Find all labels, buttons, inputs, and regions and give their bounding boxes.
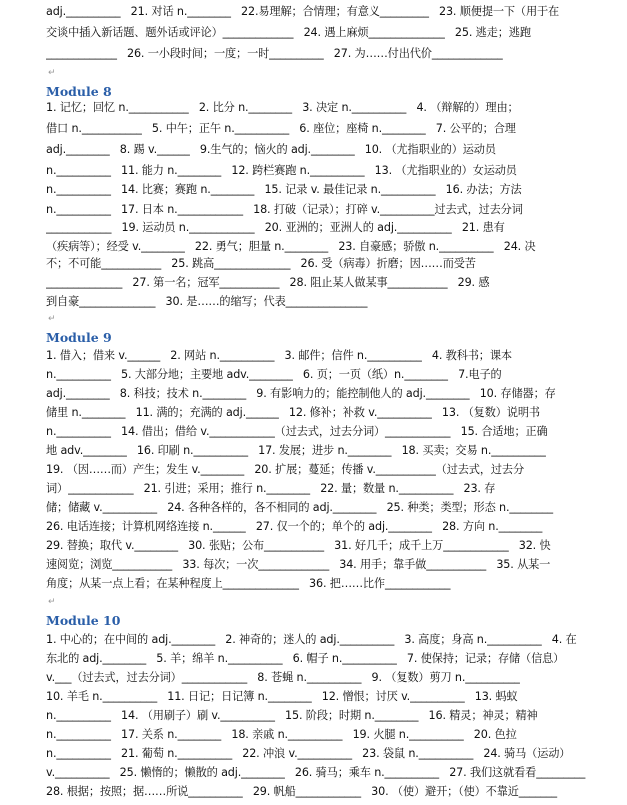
- worksheet-line: 储；储藏 v.__________ 24. 各种各样的，各不相同的 adj.________ 25. 种类；类型；形态 n.________: [46, 501, 553, 514]
- worksheet-line: （疾病等）；经受 v.________ 22. 勇气；胆量 n.________ 23. 自豪感；骄傲 n.__________ 24. 决: [46, 240, 536, 253]
- worksheet-line: n.__________ 14. （用刷子）刷 v.__________ 15. 阶段；时期 n.________ 16. 精灵；神灵；精神: [46, 709, 538, 722]
- module-9-heading: Module 9: [46, 330, 112, 345]
- worksheet-line: n.__________ 17. 关系 n.________ 18. 亲戚 n.__________ 19. 火腿 n.__________ 20. 色拉: [46, 728, 517, 741]
- worksheet-line: 东北的 adj.________ 5. 羊；绵羊 n.__________ 6. 帽子 n.__________ 7. 使保持；记录；存储（信息）: [46, 652, 565, 665]
- worksheet-line: v.___（过去式，过去分词）____________ 8. 苍蝇 n.__________ 9. （复数）剪刀 n.__________: [46, 671, 520, 684]
- module-10-heading: Module 10: [46, 613, 121, 628]
- worksheet-line: 1. 中心的；在中间的 adj.________ 2. 神奇的；迷人的 adj.__________ 3. 高度；身高 n.__________ 4. 在: [46, 633, 577, 646]
- worksheet-line: 地 adv.________ 16. 印刷 n.__________ 17. 发展；进步 n.________ 18. 买卖；交易 n.__________: [46, 444, 546, 457]
- worksheet-line: 不；不可能___________ 25. 跳高______________ 26. 受（病毒）折磨；因……而受苦: [46, 257, 476, 270]
- worksheet-line: n.__________ 14. 比赛；赛跑 n.________ 15. 记录 v. 最佳记录 n.__________ 16. 办法；方法: [46, 183, 522, 196]
- module-8-heading: Module 8: [46, 84, 112, 99]
- worksheet-line: v.__________ 25. 懒惰的；懒散的 adj.________ 26. 骑马；乘车 n.__________ 27. 我们这就看看_________: [46, 766, 586, 779]
- worksheet-line: adj.________ 8. 科技；技术 n.________ 9. 有影响力的；能控制他人的 adj.________ 10. 存储器；存: [46, 387, 556, 400]
- worksheet-line: 词）____________ 21. 引进；采用；推行 n.________ 22. 量；数量 n.__________ 23. 存: [46, 482, 496, 495]
- paragraph-mark-icon: ↵: [48, 68, 56, 78]
- worksheet-line: 储里 n.________ 11. 满的；充满的 adj.______ 12. 修补；补救 v.__________ 13. （复数）说明书: [46, 406, 540, 419]
- worksheet-line: ______________ 27. 第一名；冠军___________ 28. 阻止某人做某事___________ 29. 感: [46, 276, 490, 289]
- paragraph-mark-icon: ↵: [48, 314, 56, 324]
- worksheet-line: 1. 记忆；回忆 n.___________ 2. 比分 n.________ 3. 决定 n.__________ 4. （辩解的）理由；: [46, 101, 519, 114]
- worksheet-line: 1. 借入；借来 v.______ 2. 网站 n.__________ 3. 邮件；信件 n.__________ 4. 教科书；课本: [46, 349, 512, 362]
- paragraph-mark-icon: ↵: [48, 597, 56, 607]
- worksheet-line: n.__________ 17. 日本 n.____________ 18. 打破（记录）；打碎 v.__________过去式，过去分词: [46, 203, 523, 216]
- worksheet-line: 28. 根据；按照；据……所说__________ 29. 帆船____________ 30. （使）避开；（使）不靠近_______: [46, 785, 557, 798]
- worksheet-line: adj.________ 8. 踢 v.______ 9.生气的；恼火的 adj.________ 10. （尤指职业的）运动员: [46, 143, 496, 156]
- worksheet-line: 19. （因……而）产生；发生 v.________ 20. 扩展；蔓延；传播 v.___________（过去式，过去分: [46, 463, 524, 476]
- worksheet-line: 29. 替换；取代 v.________ 30. 张贴；公布___________ 31. 好几千；成千上万____________ 32. 快: [46, 539, 551, 552]
- worksheet-line: 交谈中插入新话题、题外话或评论）_____________ 24. 遇上麻烦______________ 25. 逃走；逃跑: [46, 26, 531, 39]
- worksheet-line: n.__________ 11. 能力 n.________ 12. 跨栏赛跑 n.__________ 13. （尤指职业的）女运动员: [46, 164, 517, 177]
- worksheet-line: 10. 羊毛 n.__________ 11. 日记；日记簿 n.________ 12. 憎恨；讨厌 v.__________ 13. 蚂蚁: [46, 690, 518, 703]
- worksheet-line: 26. 电话连接；计算机网络连接 n.______ 27. 仅一个的；单个的 adj.________ 28. 方向 n.________: [46, 520, 543, 533]
- worksheet-line: adj.__________ 21. 对话 n.________ 22.易理解；合情理；有意义_________ 23. 顺便提一下（用于在: [46, 5, 560, 18]
- worksheet-line: 到自豪______________ 30. 是……的缩写；代表_______________: [46, 295, 368, 308]
- worksheet-line: n.__________ 21. 葡萄 n.__________ 22. 冲浪 v.__________ 23. 袋鼠 n.__________ 24. 骑马（运动）: [46, 747, 571, 760]
- worksheet-line: 速阅览；浏览___________ 33. 每次；一次_____________ 34. 用手；靠手做___________ 35. 从某一: [46, 558, 551, 571]
- worksheet-line: 借口 n.___________ 5. 中午；正午 n.__________ 6. 座位；座椅 n.________ 7. 公平的；合理: [46, 122, 516, 135]
- worksheet-line: _____________ 26. 一小段时间；一度；一时__________ 27. 为……付出代价_____________: [46, 47, 503, 60]
- worksheet-line: ____________ 19. 运动员 n.____________ 20. 亚洲的；亚洲人的 adj.__________ 21. 患有: [46, 221, 505, 234]
- worksheet-line: n.__________ 5. 大部分地；主要地 adv.________ 6. 页；一页（纸）n.________ 7.电子的: [46, 368, 502, 381]
- worksheet-line: 角度；从某一点上看；在某种程度上______________ 36. 把……比作____________: [46, 577, 451, 590]
- worksheet-line: n.__________ 14. 借出；借给 v.____________（过去式，过去分词）____________ 15. 合适地；正确: [46, 425, 548, 438]
